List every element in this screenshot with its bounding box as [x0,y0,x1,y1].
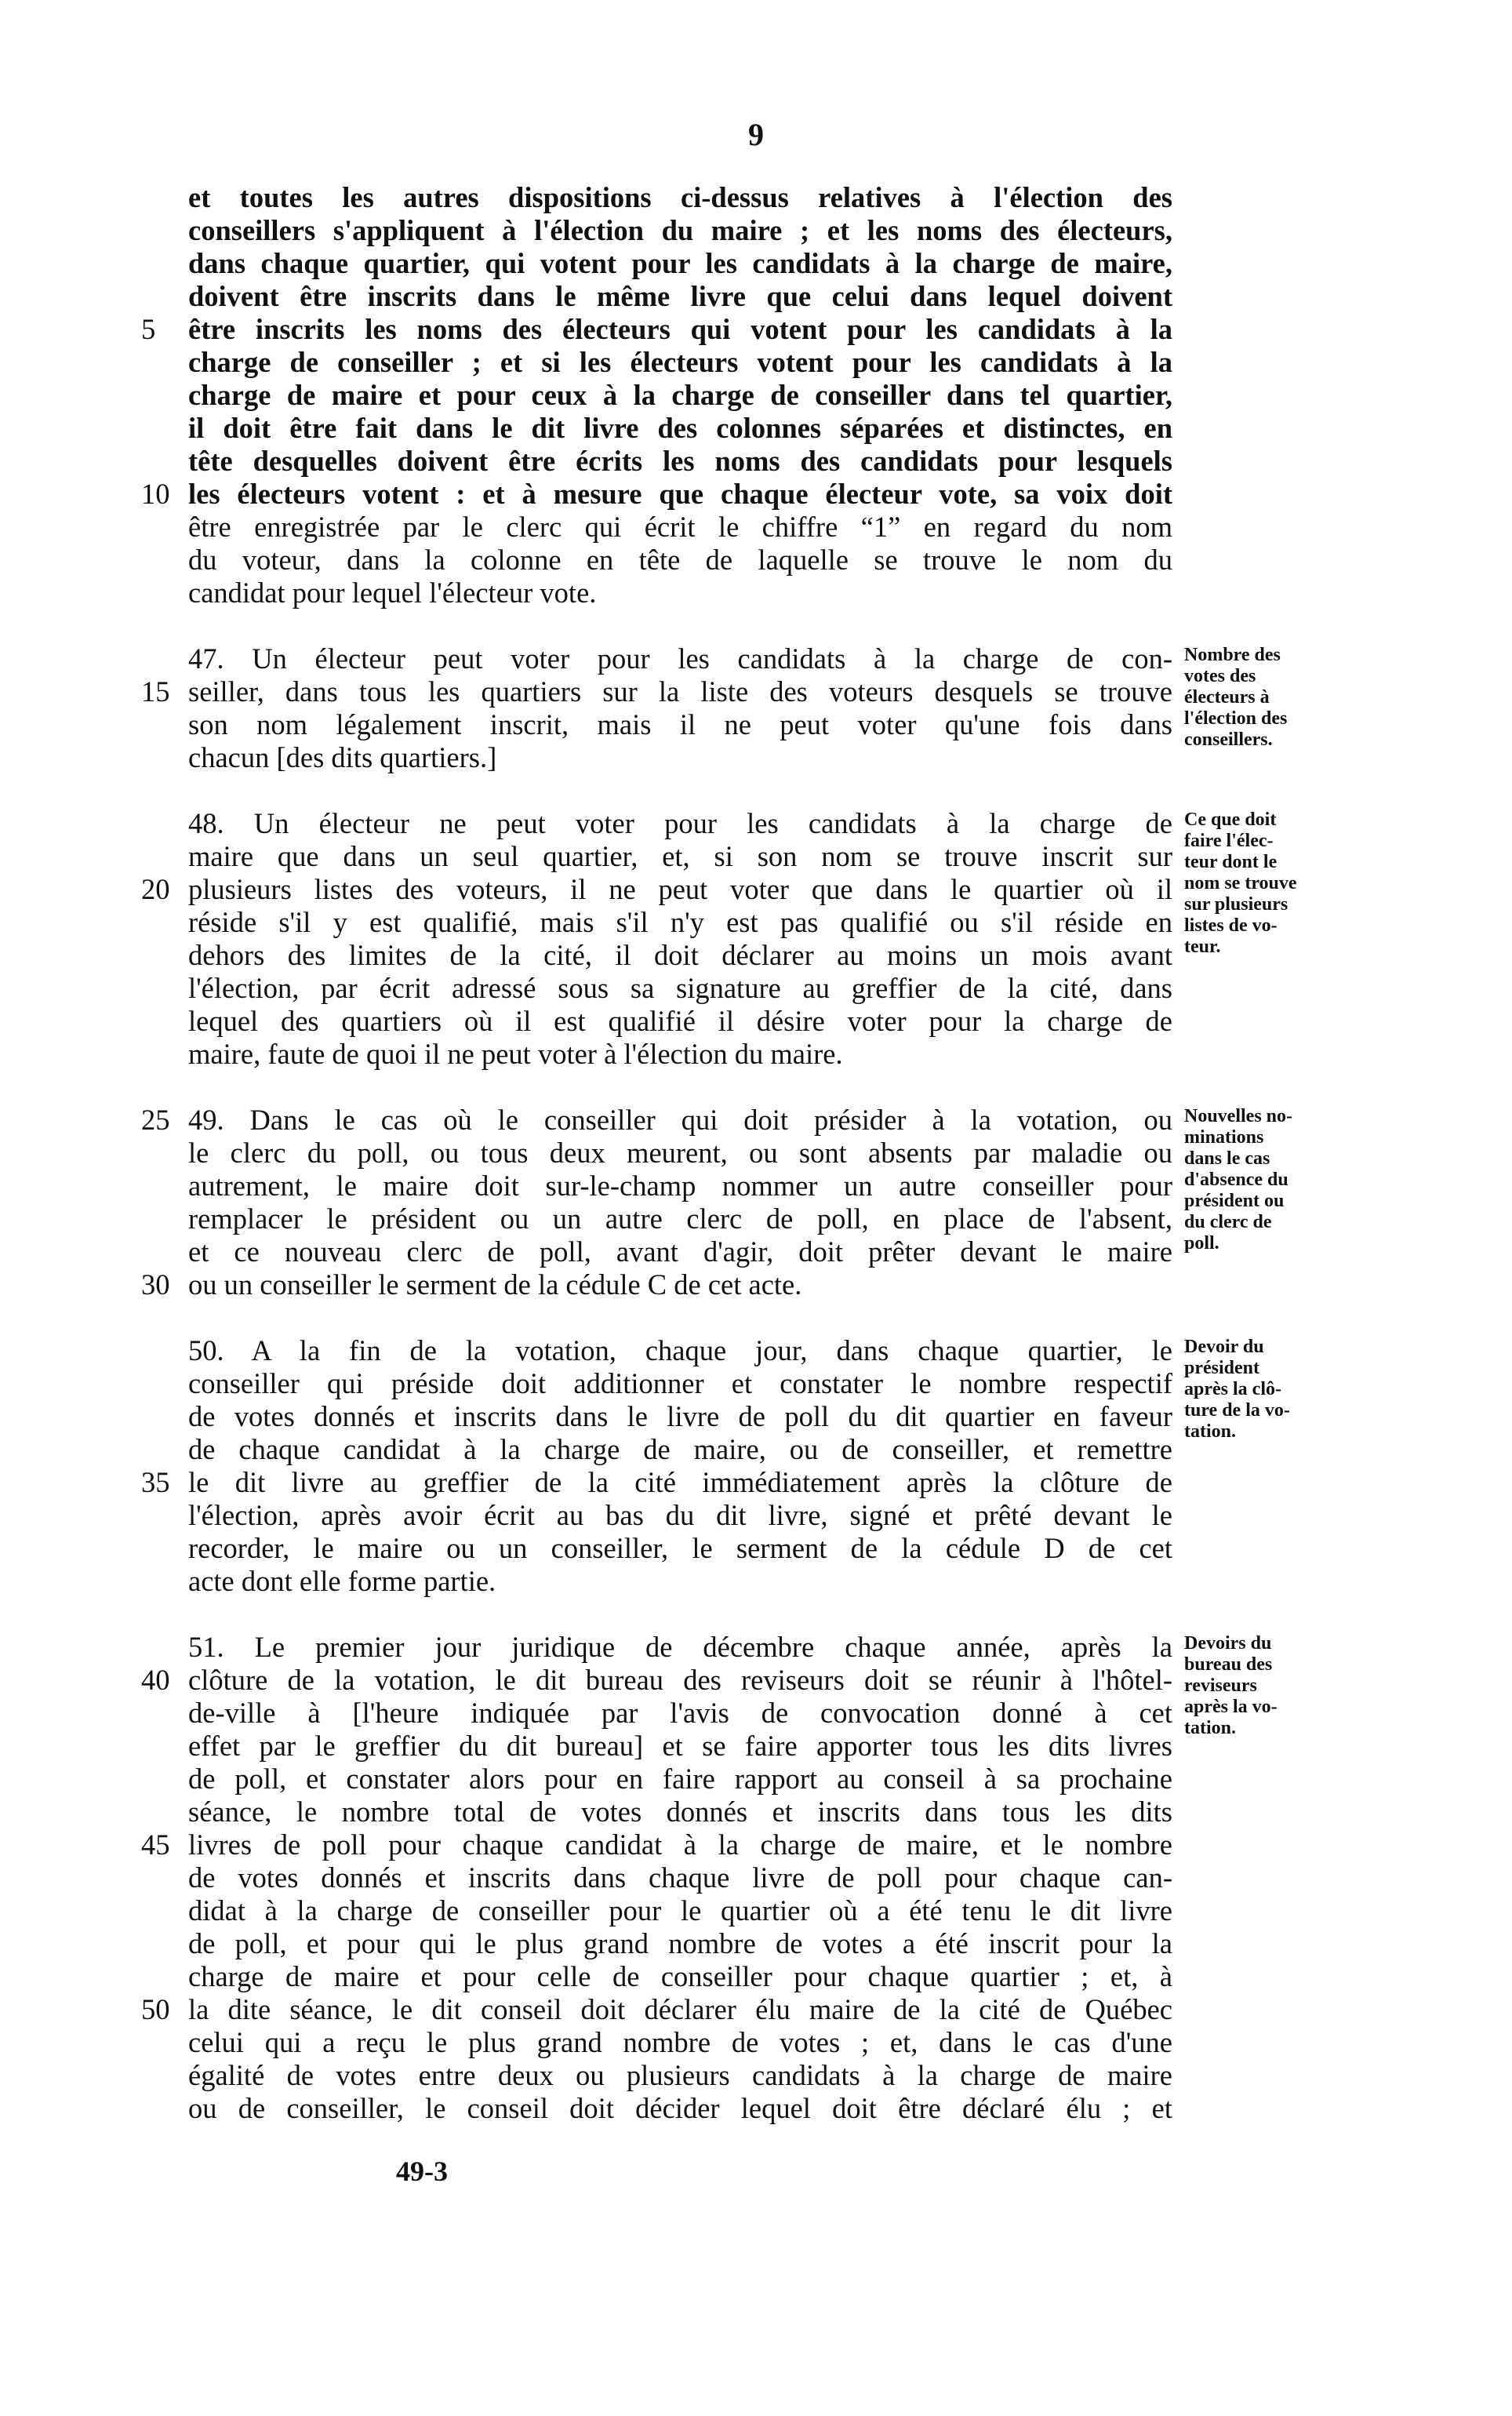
text-line: candidat pour lequel l'électeur vote. [188,577,597,609]
text-line: ou un conseiller le serment de la cédule C de cet acte. [188,1268,802,1301]
text-line: tête desquelles doivent être écrits les noms des candidats pour lesquels [188,445,1172,477]
margin-note-line: faire l'élec- [1184,831,1274,851]
text-line: 47. Un électeur peut voter pour les candidats à la charge de con- [188,642,1172,675]
text-line: autrement, le maire doit sur-le-champ nommer un autre conseiller pour [188,1170,1172,1202]
margin-note-line: reviseurs [1184,1676,1257,1696]
text-line: conseiller qui préside doit additionner et constater le nombre respectif [188,1367,1172,1399]
margin-note-line: teur. [1184,937,1221,957]
margin-note-line: ture de la vo- [1184,1400,1290,1421]
signature-mark: 49-3 [396,2156,448,2187]
margin-note-line: Ce que doit [1184,810,1277,830]
text-line: charge de maire et pour ceux à la charge de conseiller dans tel quartier, [188,379,1172,411]
page-number: 9 [748,117,764,152]
text-line: 51. Le premier jour juridique de décembre chaque année, après la [188,1631,1172,1663]
text-line: et toutes les autres dispositions ci-dessus relatives à l'élection des [188,181,1172,213]
text-line: acte dont elle forme partie. [188,1565,496,1597]
margin-note-line: Nouvelles no- [1184,1106,1292,1126]
text-line: être inscrits les noms des électeurs qui votent pour les candidats à la [188,313,1172,345]
margin-note-line: l'élection des [1184,708,1288,729]
line-number: 35 [141,1466,170,1498]
text-line: livres de poll pour chaque candidat à la charge de maire, et le nombre [188,1828,1172,1861]
text-line: charge de maire et pour celle de conseiller pour chaque quartier ; et, à [188,1960,1172,1992]
margin-note-line: bureau des [1184,1654,1273,1675]
margin-note-line: électeurs à [1184,687,1270,708]
text-line: seiller, dans tous les quartiers sur la liste des voteurs desquels se trouve [188,675,1172,708]
text-line: remplacer le président ou un autre clerc de poll, en place de l'absent, [188,1203,1172,1235]
text-line: de votes donnés et inscrits dans chaque livre de poll pour chaque can- [188,1861,1172,1894]
text-line: maire que dans un seul quartier, et, si son nom se trouve inscrit sur [188,840,1172,872]
text-line: égalité de votes entre deux ou plusieurs candidats à la charge de maire [188,2059,1172,2091]
margin-note-line: minations [1184,1127,1264,1148]
text-line: son nom légalement inscrit, mais il ne peut voter qu'une fois dans [188,708,1172,740]
margin-note-line: Devoirs du [1184,1633,1272,1654]
text-line: chacun [des dits quartiers.] [188,741,497,773]
text-line: effet par le greffier du dit bureau] et se faire apporter tous les dits livres [188,1730,1172,1762]
margin-note-line: sur plusieurs [1184,894,1288,915]
line-number: 30 [141,1268,170,1301]
text-line: la dite séance, le dit conseil doit déclarer élu maire de la cité de Québec [188,1993,1172,2025]
text-line: doivent être inscrits dans le même livre que celui dans lequel doivent [188,280,1172,312]
text-line: dehors des limites de la cité, il doit déclarer au moins un mois avant [188,939,1172,971]
margin-note-line: président [1184,1358,1259,1378]
text-line: et ce nouveau clerc de poll, avant d'agir, doit prêter devant le maire [188,1235,1172,1268]
text-line: de-ville à [l'heure indiquée par l'avis de convocation donné à cet [188,1697,1172,1729]
text-line: de poll, et pour qui le plus grand nombre de votes a été inscrit pour la [188,1927,1172,1959]
text-line: le dit livre au greffier de la cité immédiatement après la clôture de [188,1466,1172,1498]
text-line: ou de conseiller, le conseil doit décider lequel doit être déclaré élu ; et [188,2092,1172,2124]
text-line: du voteur, dans la colonne en tête de laquelle se trouve le nom du [188,544,1172,576]
line-number: 5 [141,313,156,345]
margin-note-line: listes de vo- [1184,915,1278,936]
text-line: de chaque candidat à la charge de maire, ou de conseiller, et remettre [188,1433,1172,1465]
text-line: dans chaque quartier, qui votent pour les candidats à la charge de maire, [188,247,1172,279]
text-line: de poll, et constater alors pour en faire rapport au conseil à sa prochaine [188,1763,1172,1795]
text-line: 50. A la fin de la votation, chaque jour, dans chaque quartier, le [188,1334,1172,1366]
margin-note-line: votes des [1184,666,1256,686]
text-line: l'élection, par écrit adressé sous sa signature au greffier de la cité, dans [188,972,1172,1004]
text-line: être enregistrée par le clerc qui écrit le chiffre “1” en regard du nom [188,511,1172,543]
text-line: lequel des quartiers où il est qualifié il désire voter pour la charge de [188,1005,1172,1037]
margin-note-line: teur dont le [1184,852,1278,872]
text-line: celui qui a reçu le plus grand nombre de votes ; et, dans le cas d'une [188,2026,1172,2058]
margin-note-line: président ou [1184,1191,1285,1211]
text-line: maire, faute de quoi il ne peut voter à l'élection du maire. [188,1038,843,1070]
text-line: le clerc du poll, ou tous deux meurent, ou sont absents par maladie ou [188,1137,1172,1169]
text-line: 48. Un électeur ne peut voter pour les candidats à la charge de [188,807,1172,839]
text-line: recorder, le maire ou un conseiller, le serment de la cédule D de cet [188,1532,1172,1564]
line-number: 20 [141,873,170,905]
text-line: l'élection, après avoir écrit au bas du dit livre, signé et prêté devant le [188,1499,1172,1531]
text-line: il doit être fait dans le dit livre des colonnes séparées et distinctes, en [188,412,1172,444]
margin-note-line: d'absence du [1184,1170,1288,1190]
margin-note-line: dans le cas [1184,1148,1270,1169]
text-line: les électeurs votent : et à mesure que chaque électeur vote, sa voix doit [188,478,1172,510]
text-line: charge de conseiller ; et si les électeurs votent pour les candidats à la [188,346,1172,378]
line-number: 40 [141,1664,170,1696]
text-line: didat à la charge de conseiller pour le quartier où a été tenu le dit livre [188,1894,1172,1927]
margin-note-line: nom se trouve [1184,873,1297,893]
margin-note-line: tation. [1184,1421,1236,1442]
text-line: de votes donnés et inscrits dans le livre de poll du dit quartier en faveur [188,1400,1172,1432]
margin-note-line: conseillers. [1184,730,1273,750]
margin-note-line: Nombre des [1184,645,1281,665]
margin-note-line: tation. [1184,1718,1236,1738]
text-line: 49. Dans le cas où le conseiller qui doit présider à la votation, ou [188,1104,1172,1136]
text-line: séance, le nombre total de votes donnés et inscrits dans tous les dits [188,1796,1172,1828]
margin-note-line: du clerc de [1184,1212,1272,1232]
text-line: clôture de la votation, le dit bureau des reviseurs doit se réunir à l'hôtel- [188,1664,1172,1696]
text-line: réside s'il y est qualifié, mais s'il n'y est pas qualifié ou s'il réside en [188,906,1172,938]
margin-note-line: après la clô- [1184,1379,1281,1399]
text-line: plusieurs listes des voteurs, il ne peut voter que dans le quartier où il [188,873,1172,905]
text-line: conseillers s'appliquent à l'élection du maire ; et les noms des électeurs, [188,214,1172,246]
line-number: 50 [141,1993,170,2025]
line-number: 15 [141,675,170,708]
margin-note-line: poll. [1184,1233,1219,1253]
margin-note-line: après la vo- [1184,1697,1278,1717]
line-number: 25 [141,1104,170,1136]
line-number: 10 [141,478,170,510]
margin-note-line: Devoir du [1184,1337,1264,1357]
line-number: 45 [141,1828,170,1861]
